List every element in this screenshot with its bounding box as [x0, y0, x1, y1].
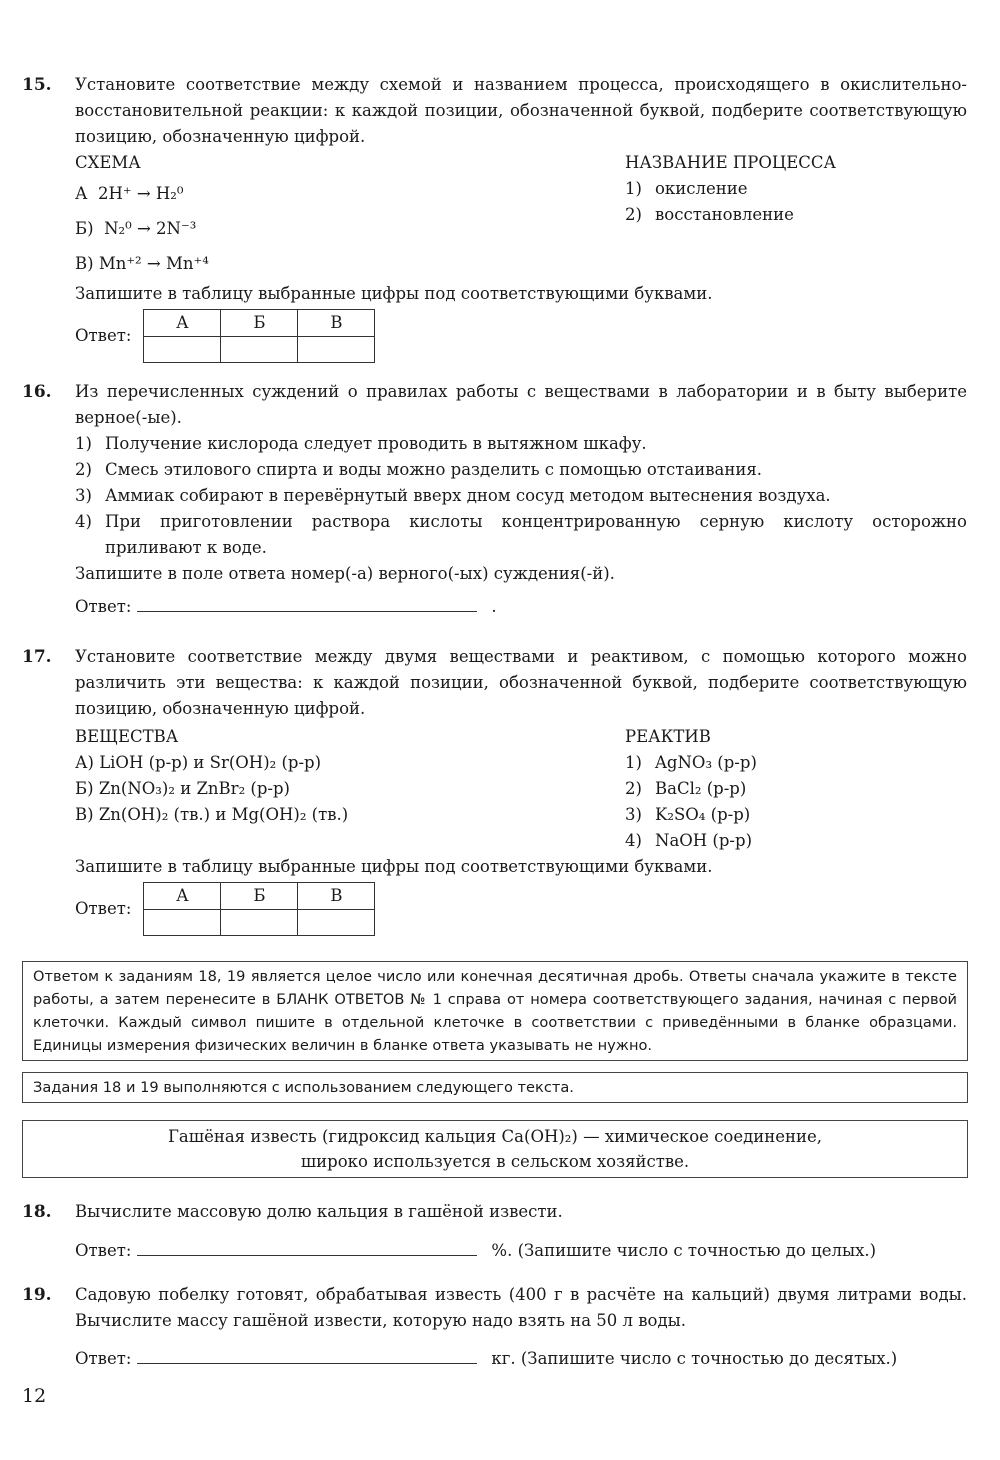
column-header: Б [221, 883, 298, 910]
column-header: В [298, 310, 375, 337]
left-header: ВЕЩЕСТВА [75, 727, 179, 746]
answer-label: Ответ: [75, 1349, 132, 1368]
reagent-item: 3) K₂SO₄ (р-р) [625, 805, 751, 824]
question-text: Из перечисленных суждений о правилах работы с веществами в лаборатории и в быту выберите верное(-ые). [75, 382, 967, 427]
column-header: В [298, 883, 375, 910]
answer-cell[interactable] [298, 910, 375, 936]
question-number: 19. [22, 1285, 52, 1305]
answer-label: Ответ: [75, 899, 132, 918]
substance-item: А) LiOH (р-р) и Sr(OH)₂ (р-р) [75, 753, 322, 772]
answer-table [143, 882, 375, 936]
answer-cell[interactable] [298, 337, 375, 363]
question-19: 19. Садовую побелку готовят, обрабатывая известь (400 г в расчёте на кальций) двумя литрами воды. Вычислите массу гашёной извести, которую надо взять на 50 л воды. Ответ: кг. (Запишите число с точностью до десятых.) [22, 1282, 967, 1372]
reagent-item: 2) BaCl₂ (р-р) [625, 779, 747, 798]
tasks-note-box: Задания 18 и 19 выполняются с использованием следующего текста. [22, 1072, 968, 1103]
question-number: 15. [22, 75, 52, 95]
column-header: Б [221, 310, 298, 337]
answer-cell[interactable] [221, 337, 298, 363]
question-text: Садовую побелку готовят, обрабатывая известь (400 г в расчёте на кальций) двумя литрами воды. Вычислите массу гашёной извести, которую надо взять на 50 л воды. [75, 1285, 967, 1330]
answer-table [143, 309, 375, 363]
question-text: Вычислите массовую долю кальция в гашёной извести. [75, 1202, 563, 1221]
source-text-box: Гашёная известь (гидроксид кальция Ca(OH)₂) — химическое соединение, широко используется в сельском хозяйстве. [22, 1120, 968, 1178]
instruction: Запишите в поле ответа номер(-а) верного(-ых) суждения(-й). [75, 564, 615, 583]
option-item: 1) Получение кислорода следует проводить в вытяжном шкафу. [75, 434, 647, 453]
instruction: Запишите в таблицу выбранные цифры под соответствующими буквами. [75, 857, 713, 876]
answer-field[interactable] [137, 593, 477, 612]
scheme-item: Б) N₂⁰ → 2N⁻³ [75, 219, 197, 238]
process-item: 1) окисление [625, 179, 748, 198]
answer-field[interactable] [137, 1237, 477, 1256]
process-item: 2) восстановление [625, 205, 794, 224]
column-header: А [144, 883, 221, 910]
right-header: НАЗВАНИЕ ПРОЦЕССА [625, 153, 837, 172]
answer-cell[interactable] [144, 910, 221, 936]
question-15 [22, 72, 967, 363]
question-number: 18. [22, 1202, 52, 1222]
answer-cell[interactable] [144, 337, 221, 363]
question-16: 16. Из перечисленных суждений о правилах работы с веществами в лаборатории и в быту выберите верное(-ые). 1) Получение кислорода следует проводить в вытяжном шкафу. 2) Смесь этилового спирта и воды можно разделить с помощью отстаивания. 3) Аммиак собирают в перевёрнутый вверх дном сосуд методом вытеснения воздуха. 4) При приготовлении раствора кислоты концентрированную серную кислоту осторожно приливают к воде. Запишите в поле ответа номер(-а) верного(-ых) суждения(-й). Ответ: . [22, 379, 967, 620]
option-item: 2) Смесь этилового спирта и воды можно разделить с помощью отстаивания. [75, 460, 762, 479]
question-18: 18. Вычислите массовую долю кальция в гашёной извести. Ответ: %. (Запишите число с точностью до целых.) [22, 1199, 967, 1264]
answer-label: Ответ: [75, 597, 132, 616]
substance-item: В) Zn(OH)₂ (тв.) и Mg(OH)₂ (тв.) [75, 805, 349, 824]
option-item: 3) Аммиак собирают в перевёрнутый вверх дном сосуд методом вытеснения воздуха. [75, 486, 831, 505]
question-17 [22, 644, 967, 936]
page-number: 12 [22, 1385, 47, 1407]
answer-label: Ответ: [75, 1241, 132, 1260]
right-header: РЕАКТИВ [625, 727, 711, 746]
answer-cell[interactable] [221, 910, 298, 936]
question-text: Установите соответствие между двумя веществами и реактивом, с помощью которого можно различить эти вещества: к каждой позиции, обозначенной буквой, подберите соответствующую позицию, обозначенную цифрой. [75, 647, 967, 718]
scheme-item: В) Mn⁺² → Mn⁺⁴ [75, 254, 209, 273]
column-header: А [144, 310, 221, 337]
instructions-box: Ответом к заданиям 18, 19 является целое число или конечная десятичная дробь. Ответы сначала укажите в тексте работы, а затем перенесите в БЛАНК ОТВЕТОВ № 1 справа от номера соответствующего задания, начиная с первой клеточки. Каждый символ пишите в отдельной клеточке в соответствии с приведёнными в бланке образцами. Единицы измерения физических величин в бланке ответа указывать не нужно. [22, 961, 968, 1061]
left-header: СХЕМА [75, 153, 141, 172]
reagent-item: 1) AgNO₃ (р-р) [625, 753, 757, 772]
question-number: 17. [22, 647, 52, 667]
reagent-item: 4) NaOH (р-р) [625, 831, 753, 850]
answer-field[interactable] [137, 1345, 477, 1364]
substance-item: Б) Zn(NO₃)₂ и ZnBr₂ (р-р) [75, 779, 290, 798]
instruction: Запишите в таблицу выбранные цифры под соответствующими буквами. [75, 284, 713, 303]
option-item: 4) При приготовлении раствора кислоты концентрированную серную кислоту осторожно приливают к воде. [75, 512, 967, 557]
scheme-item: А 2H⁺ → H₂⁰ [75, 184, 184, 203]
question-number: 16. [22, 382, 52, 402]
answer-label: Ответ: [75, 326, 132, 345]
question-text: Установите соответствие между схемой и названием процесса, происходящего в окислительно-восстановительной реакции: к каждой позиции, обозначенной буквой, подберите соответствующую позицию, обозначенную цифрой. [75, 75, 967, 146]
